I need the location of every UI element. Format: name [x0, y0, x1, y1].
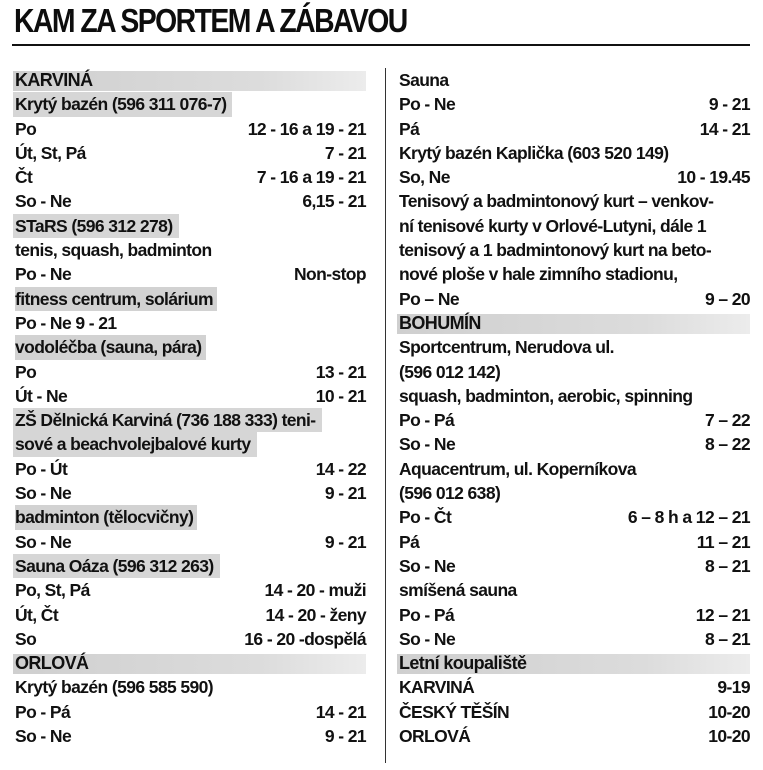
schedule-row	[399, 287, 750, 311]
row-value: 14 - 20 - ženy	[265, 604, 366, 625]
schedule-row	[15, 165, 366, 189]
row-value: 8 – 21	[704, 555, 750, 576]
row-label: sové a beachvolejbalové kurty	[13, 432, 257, 456]
schedule-row	[399, 238, 750, 262]
row-value: 9 - 21	[324, 531, 366, 552]
row-label: STaRS (596 312 278)	[13, 214, 179, 238]
schedule-row	[15, 141, 366, 165]
section-heading	[15, 432, 366, 456]
row-value: 9 – 20	[704, 288, 750, 309]
schedule-row	[399, 92, 750, 116]
schedule-row	[399, 214, 750, 238]
row-value: 8 – 22	[704, 434, 750, 455]
section-heading	[15, 92, 366, 116]
row-value: 16 - 20 -dospělá	[244, 628, 366, 649]
schedule-row	[15, 384, 366, 408]
row-value: 10 - 21	[315, 385, 366, 406]
schedule-row	[15, 724, 366, 748]
schedule-row	[399, 408, 750, 432]
schedule-row	[399, 603, 750, 627]
row-label: BOHUMÍN	[399, 312, 481, 333]
row-label: Po - Čt	[399, 507, 452, 528]
row-value: 10-20	[708, 701, 750, 722]
row-value: 11 – 21	[696, 531, 750, 552]
title-rule	[12, 44, 750, 46]
schedule-row	[15, 578, 366, 602]
schedule-row	[15, 360, 366, 384]
row-label: badminton (tělocvičny)	[15, 505, 197, 529]
row-label: Út - Ne	[15, 385, 68, 406]
row-value: 10 - 19.45	[677, 167, 750, 188]
schedule-row	[399, 262, 750, 286]
row-label: Út, Čt	[15, 604, 59, 625]
schedule-row	[399, 724, 750, 748]
schedule-row	[399, 432, 750, 456]
schedule-row	[399, 384, 750, 408]
row-value: 9 - 21	[324, 483, 366, 504]
section-heading	[15, 287, 366, 311]
left-column	[15, 68, 366, 748]
row-value: 6,15 - 21	[302, 191, 366, 212]
row-value: 7 - 16 a 19 - 21	[256, 167, 366, 188]
row-value: 14 - 21	[315, 701, 366, 722]
schedule-row	[15, 481, 366, 505]
row-label: vodoléčba (sauna, pára)	[15, 335, 206, 359]
row-value: 14 - 22	[315, 458, 366, 479]
row-value: 9 - 21	[708, 94, 750, 115]
row-label: So - Ne	[15, 726, 72, 747]
schedule-row	[15, 238, 366, 262]
schedule-row	[399, 68, 750, 92]
schedule-row	[399, 578, 750, 602]
schedule-row	[399, 457, 750, 481]
row-label: Pá	[399, 531, 420, 552]
schedule-row	[15, 675, 366, 699]
schedule-row	[15, 700, 366, 724]
schedule-row	[399, 530, 750, 554]
section-heading	[15, 505, 366, 529]
row-label: Sauna	[399, 70, 449, 90]
row-value: 9-19	[717, 677, 750, 698]
schedule-row	[15, 530, 366, 554]
town-heading	[15, 68, 366, 92]
section-heading	[15, 408, 366, 432]
row-label: tenisový a 1 badmintonový kurt na beto-	[399, 240, 712, 261]
section-heading	[15, 554, 366, 578]
schedule-row	[15, 117, 366, 141]
row-value: 14 - 20 - muži	[264, 580, 366, 601]
row-value: 7 – 22	[704, 410, 750, 431]
row-label: Po – Ne	[399, 288, 459, 309]
schedule-row	[15, 457, 366, 481]
schedule-row	[15, 311, 366, 335]
row-value: 6 – 8 h a 12 – 21	[627, 507, 750, 528]
row-label: ZŠ Dělnická Karviná (736 188 333) teni-	[13, 408, 322, 432]
row-label: Po	[15, 118, 37, 139]
schedule-row	[399, 335, 750, 359]
row-label: Po - Pá	[399, 410, 455, 431]
row-value: 14 - 21	[699, 118, 750, 139]
row-label: squash, badminton, aerobic, spinning	[399, 385, 693, 406]
schedule-row	[399, 360, 750, 384]
row-label: Krytý bazén (596 585 590)	[15, 677, 214, 698]
section-heading	[15, 214, 366, 238]
row-label: Po - Ne	[399, 94, 456, 115]
row-label: So - Ne	[15, 531, 72, 552]
row-label: Krytý bazén Kaplička (603 520 149)	[399, 142, 669, 163]
row-label: Tenisový a badmintonový kurt – venkov-	[399, 191, 714, 212]
schedule-row	[399, 700, 750, 724]
row-label: KARVINÁ	[15, 70, 93, 90]
row-label: Út, St, Pá	[15, 142, 86, 163]
row-value: 12 - 16 a 19 - 21	[247, 118, 366, 139]
schedule-row	[399, 675, 750, 699]
row-label: Krytý bazén (596 311 076-7)	[13, 92, 232, 116]
row-label: ní tenisové kurty v Orlové-Lutyni, dále 1	[399, 215, 707, 236]
row-label: Po	[15, 361, 37, 382]
schedule-row	[15, 603, 366, 627]
town-heading	[15, 651, 366, 675]
row-value: Non-stop	[294, 264, 366, 285]
row-label: Čt	[15, 167, 33, 188]
row-label: Sportcentrum, Nerudova ul.	[399, 337, 614, 358]
row-label: ORLOVÁ	[15, 653, 89, 674]
schedule-row	[399, 505, 750, 529]
schedule-row	[399, 141, 750, 165]
row-label: So	[15, 628, 37, 649]
schedule-row	[399, 554, 750, 578]
schedule-row	[15, 627, 366, 651]
row-label: tenis, squash, badminton	[15, 240, 212, 261]
row-label: So - Ne	[15, 191, 72, 212]
section-heading	[15, 335, 366, 359]
row-value: 7 - 21	[324, 142, 366, 163]
schedule-row	[15, 189, 366, 213]
row-label: Letní koupaliště	[399, 653, 527, 674]
row-label: So - Ne	[399, 555, 456, 576]
row-value: 13 - 21	[315, 361, 366, 382]
schedule-row	[399, 165, 750, 189]
row-value: 9 - 21	[324, 726, 366, 747]
column-divider	[385, 68, 386, 763]
row-label: (596 012 638)	[399, 483, 501, 504]
schedule-row	[15, 262, 366, 286]
row-label: Po - Ne	[15, 264, 72, 285]
town-heading	[399, 311, 750, 335]
row-label: ORLOVÁ	[399, 726, 471, 747]
town-heading	[399, 651, 750, 675]
row-label: Po - Pá	[15, 701, 71, 722]
row-label: So - Ne	[15, 483, 72, 504]
schedule-row	[399, 189, 750, 213]
row-label: (596 012 142)	[399, 361, 501, 382]
schedule-row	[399, 481, 750, 505]
row-label: Po - Pá	[399, 604, 455, 625]
row-label: So - Ne	[399, 434, 456, 455]
row-label: ČESKÝ TĚŠÍN	[399, 701, 510, 722]
right-column	[399, 68, 750, 748]
row-label: So - Ne	[399, 628, 456, 649]
row-label: Po - Út	[15, 458, 68, 479]
page-title: KAM ZA SPORTEM A ZÁBAVOU	[14, 2, 407, 39]
row-label: Pá	[399, 118, 420, 139]
row-value: 10-20	[708, 726, 750, 747]
row-label: Aquacentrum, ul. Koperníkova	[399, 458, 636, 479]
row-label: smíšená sauna	[399, 580, 517, 601]
row-label: Po - Ne 9 - 21	[15, 312, 117, 333]
row-label: Po, St, Pá	[15, 580, 90, 601]
row-value: 12 – 21	[695, 604, 750, 625]
row-label: KARVINÁ	[399, 677, 475, 698]
row-label: fitness centrum, solárium	[15, 287, 217, 311]
schedule-row	[399, 627, 750, 651]
row-label: So, Ne	[399, 167, 450, 188]
row-value: 8 – 21	[704, 628, 750, 649]
schedule-row	[399, 117, 750, 141]
row-label: Sauna Oáza (596 312 263)	[13, 554, 220, 578]
row-label: nové ploše v hale zimního stadionu,	[399, 264, 678, 285]
